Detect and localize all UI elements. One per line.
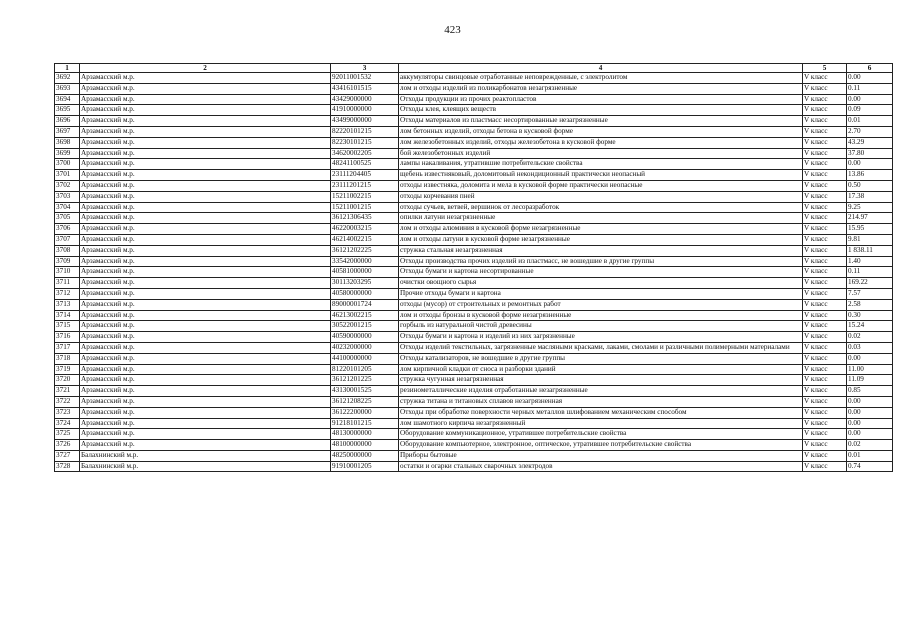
waste-name: щебень известняковый, доломитовый некондиционный практически неопасный [399,170,803,181]
district-name: Арзамасский м.р. [80,429,331,440]
hazard-class: V класс [803,94,847,105]
table-row [55,148,893,159]
row-number: 3698 [55,137,80,148]
amount-value: 0.03 [847,342,893,353]
waste-code: 40581000000 [331,267,399,278]
table-row [55,213,893,224]
row-number: 3726 [55,440,80,451]
row-number: 3693 [55,83,80,94]
waste-code: 92011001532 [331,73,399,84]
hazard-class: V класс [803,332,847,343]
row-number: 3711 [55,278,80,289]
amount-value: 0.00 [847,407,893,418]
waste-code: 30113203295 [331,278,399,289]
hazard-class: V класс [803,245,847,256]
row-number: 3712 [55,288,80,299]
district-name: Арзамасский м.р. [80,342,331,353]
waste-name: лом кирпичной кладки от сноса и разборки зданий [399,364,803,375]
hazard-class: V класс [803,418,847,429]
row-number: 3704 [55,202,80,213]
amount-value: 0.00 [847,418,893,429]
waste-register-table [54,63,893,472]
table-body [55,73,893,472]
row-number: 3705 [55,213,80,224]
row-number: 3715 [55,321,80,332]
hazard-class: V класс [803,461,847,472]
hazard-class: V класс [803,137,847,148]
waste-code: 91910001205 [331,461,399,472]
table-row [55,267,893,278]
table-row [55,429,893,440]
district-name: Арзамасский м.р. [80,386,331,397]
column-header: 3 [331,64,399,73]
waste-name: отходы известняка, доломита и мела в кусковой форме практически неопасные [399,180,803,191]
table-row [55,418,893,429]
amount-value: 0.01 [847,116,893,127]
waste-code: 43429000000 [331,94,399,105]
waste-name: Отходы продукции из прочих реактопластов [399,94,803,105]
district-name: Арзамасский м.р. [80,440,331,451]
waste-name: Отходы материалов из пластмасс несортированные незагрязненные [399,116,803,127]
row-number: 3717 [55,342,80,353]
column-header: 5 [803,64,847,73]
waste-name: отходы (мусор) от строительных и ремонтных работ [399,299,803,310]
amount-value: 0.00 [847,353,893,364]
amount-value: 0.11 [847,83,893,94]
table-row [55,73,893,84]
amount-value: 214.97 [847,213,893,224]
waste-name: Отходы производства прочих изделий из пластмасс, не вошедшие в другие группы [399,256,803,267]
waste-code: 36121202225 [331,245,399,256]
table-row [55,234,893,245]
column-header: 2 [80,64,331,73]
row-number: 3713 [55,299,80,310]
waste-code: 48100000000 [331,440,399,451]
district-name: Арзамасский м.р. [80,213,331,224]
table-row [55,396,893,407]
amount-value: 0.00 [847,94,893,105]
row-number: 3718 [55,353,80,364]
waste-name: лампы накаливания, утратившие потребительские свойства [399,159,803,170]
district-name: Арзамасский м.р. [80,418,331,429]
waste-code: 48241100525 [331,159,399,170]
hazard-class: V класс [803,73,847,84]
waste-name: Прочие отходы бумаги и картона [399,288,803,299]
hazard-class: V класс [803,191,847,202]
table-row [55,170,893,181]
hazard-class: V класс [803,407,847,418]
table-row [55,461,893,472]
waste-name: Отходы клея, клеящих веществ [399,105,803,116]
hazard-class: V класс [803,321,847,332]
column-header: 6 [847,64,893,73]
waste-code: 40590000000 [331,332,399,343]
waste-code: 89000001724 [331,299,399,310]
district-name: Балахнинский м.р. [80,450,331,461]
waste-code: 82220101215 [331,126,399,137]
waste-name: стружка чугунная незагрязненная [399,375,803,386]
district-name: Арзамасский м.р. [80,137,331,148]
row-number: 3710 [55,267,80,278]
row-number: 3703 [55,191,80,202]
row-number: 3714 [55,310,80,321]
amount-value: 0.02 [847,440,893,451]
district-name: Арзамасский м.р. [80,278,331,289]
amount-value: 0.09 [847,105,893,116]
waste-name: Отходы изделий текстильных, загрязненные масляными красками, лаками, смолами и различными полимерными материалами [399,342,803,353]
row-number: 3692 [55,73,80,84]
waste-name: лом железобетонных изделий, отходы железобетона в кусковой форме [399,137,803,148]
hazard-class: V класс [803,278,847,289]
amount-value: 2.70 [847,126,893,137]
table-row [55,440,893,451]
hazard-class: V класс [803,375,847,386]
waste-name: стружка титана и титановых сплавов незагрязненная [399,396,803,407]
district-name: Арзамасский м.р. [80,191,331,202]
waste-code: 46213002215 [331,310,399,321]
table-row [55,137,893,148]
waste-code: 30522001215 [331,321,399,332]
hazard-class: V класс [803,126,847,137]
district-name: Арзамасский м.р. [80,224,331,235]
table-row [55,450,893,461]
waste-code: 43130001525 [331,386,399,397]
row-number: 3721 [55,386,80,397]
amount-value: 0.00 [847,159,893,170]
amount-value: 9.81 [847,234,893,245]
hazard-class: V класс [803,256,847,267]
waste-code: 36121201225 [331,375,399,386]
waste-code: 44100000000 [331,353,399,364]
waste-code: 23111201215 [331,180,399,191]
hazard-class: V класс [803,386,847,397]
row-number: 3727 [55,450,80,461]
table-row [55,126,893,137]
district-name: Арзамасский м.р. [80,234,331,245]
district-name: Арзамасский м.р. [80,299,331,310]
district-name: Арзамасский м.р. [80,353,331,364]
amount-value: 0.01 [847,450,893,461]
amount-value: 0.00 [847,73,893,84]
row-number: 3708 [55,245,80,256]
hazard-class: V класс [803,440,847,451]
waste-name: Отходы катализаторов, не вошедшие в другие группы [399,353,803,364]
waste-name: Оборудование коммуникационное, утратившее потребительские свойства [399,429,803,440]
amount-value: 0.85 [847,386,893,397]
hazard-class: V класс [803,116,847,127]
amount-value: 0.00 [847,429,893,440]
table-row [55,375,893,386]
amount-value: 2.58 [847,299,893,310]
row-number: 3697 [55,126,80,137]
waste-name: аккумуляторы свинцовые отработанные неповрежденные, с электролитом [399,73,803,84]
amount-value: 15.95 [847,224,893,235]
waste-name: лом и отходы алюминия в кусковой форме незагрязненные [399,224,803,235]
amount-value: 1 838.11 [847,245,893,256]
table-row [55,202,893,213]
district-name: Арзамасский м.р. [80,288,331,299]
hazard-class: V класс [803,213,847,224]
hazard-class: V класс [803,396,847,407]
district-name: Арзамасский м.р. [80,332,331,343]
amount-value: 0.02 [847,332,893,343]
waste-name: Отходы бумаги и картона несортированные [399,267,803,278]
waste-code: 40580000000 [331,288,399,299]
amount-value: 15.24 [847,321,893,332]
table-row [55,364,893,375]
table-row [55,278,893,289]
hazard-class: V класс [803,234,847,245]
hazard-class: V класс [803,267,847,278]
waste-code: 40232000000 [331,342,399,353]
waste-name: бой железобетонных изделий [399,148,803,159]
amount-value: 13.86 [847,170,893,181]
table-row [55,245,893,256]
table-row [55,94,893,105]
table-row [55,159,893,170]
waste-name: отходы корчевания пней [399,191,803,202]
table-row [55,386,893,397]
hazard-class: V класс [803,180,847,191]
header-row [55,64,893,73]
waste-name: Отходы бумаги и картона и изделий из них загрязненные [399,332,803,343]
waste-name: опилки латуни незагрязненные [399,213,803,224]
district-name: Арзамасский м.р. [80,170,331,181]
waste-code: 46214002215 [331,234,399,245]
page-number: 423 [444,24,461,36]
hazard-class: V класс [803,364,847,375]
waste-code: 48250000000 [331,450,399,461]
amount-value: 37.80 [847,148,893,159]
waste-code: 36121208225 [331,396,399,407]
row-number: 3723 [55,407,80,418]
waste-name: лом и отходы латуни в кусковой форме незагрязненные [399,234,803,245]
waste-name: лом и отходы бронзы в кусковой форме незагрязненные [399,310,803,321]
waste-name: лом и отходы изделий из поликарбонатов незагрязненные [399,83,803,94]
row-number: 3728 [55,461,80,472]
table-row [55,321,893,332]
amount-value: 0.11 [847,267,893,278]
hazard-class: V класс [803,299,847,310]
table-row [55,310,893,321]
waste-name: Отходы при обработке поверхности черных металлов шлифованием механическим способом [399,407,803,418]
table-row [55,105,893,116]
district-name: Арзамасский м.р. [80,310,331,321]
hazard-class: V класс [803,224,847,235]
waste-name: Приборы бытовые [399,450,803,461]
amount-value: 1.40 [847,256,893,267]
table-row [55,256,893,267]
table-row [55,116,893,127]
district-name: Арзамасский м.р. [80,267,331,278]
waste-code: 46220003215 [331,224,399,235]
district-name: Арзамасский м.р. [80,126,331,137]
column-header: 4 [399,64,803,73]
waste-name: остатки и огарки стальных сварочных электродов [399,461,803,472]
district-name: Арзамасский м.р. [80,407,331,418]
row-number: 3695 [55,105,80,116]
hazard-class: V класс [803,83,847,94]
district-name: Арзамасский м.р. [80,105,331,116]
row-number: 3694 [55,94,80,105]
table-row [55,342,893,353]
waste-name: горбыль из натуральной чистой древесины [399,321,803,332]
district-name: Арзамасский м.р. [80,396,331,407]
hazard-class: V класс [803,202,847,213]
amount-value: 9.25 [847,202,893,213]
hazard-class: V класс [803,342,847,353]
waste-name: Оборудование компьютерное, электронное, оптическое, утратившее потребительские свойства [399,440,803,451]
district-name: Арзамасский м.р. [80,116,331,127]
table-row [55,353,893,364]
hazard-class: V класс [803,353,847,364]
hazard-class: V класс [803,159,847,170]
waste-code: 81220101205 [331,364,399,375]
table-row [55,191,893,202]
waste-code: 15211001215 [331,202,399,213]
row-number: 3724 [55,418,80,429]
amount-value: 43.29 [847,137,893,148]
hazard-class: V класс [803,170,847,181]
table-row [55,299,893,310]
amount-value: 169.22 [847,278,893,289]
district-name: Арзамасский м.р. [80,94,331,105]
hazard-class: V класс [803,288,847,299]
amount-value: 0.50 [847,180,893,191]
waste-code: 91218101215 [331,418,399,429]
amount-value: 0.00 [847,396,893,407]
district-name: Арзамасский м.р. [80,202,331,213]
row-number: 3696 [55,116,80,127]
waste-code: 34620002205 [331,148,399,159]
table-row [55,83,893,94]
amount-value: 7.57 [847,288,893,299]
row-number: 3709 [55,256,80,267]
amount-value: 0.30 [847,310,893,321]
waste-name: стружка стальная незагрязненная [399,245,803,256]
row-number: 3701 [55,170,80,181]
table-row [55,180,893,191]
waste-code: 33542000000 [331,256,399,267]
hazard-class: V класс [803,310,847,321]
waste-name: очистки овощного сырья [399,278,803,289]
hazard-class: V класс [803,105,847,116]
district-name: Арзамасский м.р. [80,364,331,375]
amount-value: 11.00 [847,364,893,375]
hazard-class: V класс [803,450,847,461]
row-number: 3700 [55,159,80,170]
waste-name: лом шамотного кирпича незагрязненный [399,418,803,429]
waste-code: 43499000000 [331,116,399,127]
waste-code: 48130000000 [331,429,399,440]
table-row [55,224,893,235]
waste-code: 82230101215 [331,137,399,148]
district-name: Арзамасский м.р. [80,180,331,191]
hazard-class: V класс [803,429,847,440]
waste-code: 36121306435 [331,213,399,224]
row-number: 3707 [55,234,80,245]
waste-code: 23111204405 [331,170,399,181]
row-number: 3722 [55,396,80,407]
row-number: 3702 [55,180,80,191]
amount-value: 17.38 [847,191,893,202]
amount-value: 0.74 [847,461,893,472]
district-name: Арзамасский м.р. [80,73,331,84]
waste-code: 41910000000 [331,105,399,116]
hazard-class: V класс [803,148,847,159]
waste-name: лом бетонных изделий, отходы бетона в кусковой форме [399,126,803,137]
district-name: Арзамасский м.р. [80,256,331,267]
row-number: 3725 [55,429,80,440]
waste-name: отходы сучьев, ветвей, вершинок от лесоразработок [399,202,803,213]
row-number: 3699 [55,148,80,159]
row-number: 3706 [55,224,80,235]
district-name: Арзамасский м.р. [80,321,331,332]
district-name: Арзамасский м.р. [80,375,331,386]
waste-code: 15211002215 [331,191,399,202]
row-number: 3719 [55,364,80,375]
waste-code: 43416101515 [331,83,399,94]
district-name: Арзамасский м.р. [80,245,331,256]
amount-value: 11.09 [847,375,893,386]
table-row [55,332,893,343]
district-name: Арзамасский м.р. [80,83,331,94]
district-name: Арзамасский м.р. [80,148,331,159]
row-number: 3716 [55,332,80,343]
table-row [55,407,893,418]
row-number: 3720 [55,375,80,386]
column-header: 1 [55,64,80,73]
district-name: Арзамасский м.р. [80,159,331,170]
waste-code: 36122200000 [331,407,399,418]
district-name: Балахнинский м.р. [80,461,331,472]
table-row [55,288,893,299]
waste-name: резинометаллические изделия отработанные незагрязненные [399,386,803,397]
